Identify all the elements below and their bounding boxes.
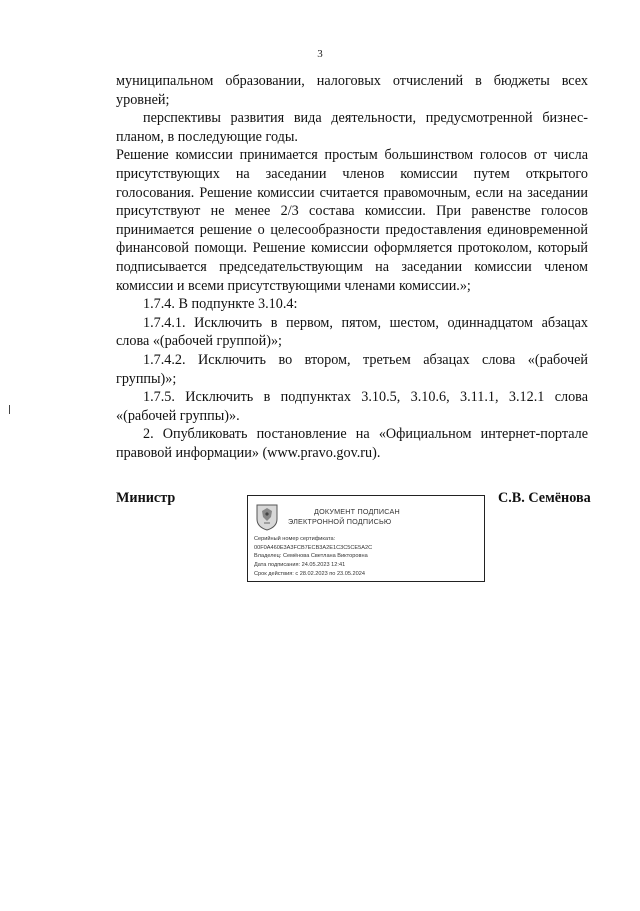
electronic-signature-stamp	[247, 495, 485, 582]
paragraph: 1.7.4.1. Исключить в первом, пятом, шестом, одиннадцатом абзацах слова «(рабочей группой)»;	[116, 314, 588, 350]
stamp-cert-label: Серийный номер сертификата:	[254, 536, 336, 542]
paragraph: Решение комиссии принимается простым большинством голосов от числа присутствующих на заседании членов комиссии путем открытого голосования. Решение комиссии считается правомочным, если на заседании присутствуют не менее 2/3 состава комиссии. При равенстве голосов принимается решение о целесообразности предоставления единовременной финансовой помощи. Решение комиссии оформляется протоколом, который подписывается председательствующим на заседании комиссии членом комиссии и всеми присутствующими членами комиссии.»;	[116, 147, 588, 294]
paragraph: 2. Опубликовать постановление на «Официальном интернет-портале правовой информации» (www.pravo.gov.ru).	[116, 426, 588, 461]
stamp-validity: Срок действия: с 28.02.2023 по 23.05.2024	[254, 570, 365, 577]
stamp-title	[288, 507, 400, 527]
paragraph: 1.7.4.2. Исключить во втором, третьем абзацах слова «(рабочей группы)»;	[116, 351, 588, 387]
stamp-signed-date: Дата подписания: 24.05.2023 12:41	[254, 562, 346, 569]
stamp-title-line1: ДОКУМЕНТ ПОДПИСАН	[314, 507, 400, 516]
paragraph: 1.7.4. В подпункте 3.10.4:	[143, 296, 298, 313]
paragraph: перспективы развития вида деятельности, предусмотренной бизнес-планом, в последующие годы.	[116, 110, 588, 145]
document-body	[116, 72, 588, 462]
signatory-role: Министр	[116, 490, 176, 506]
stamp-owner: Владелец: Семёнова Светлана Викторовна	[254, 553, 368, 560]
coat-of-arms-icon	[254, 502, 280, 532]
paragraph: муниципальном образовании, налоговых отчислений в бюджеты всех уровней;	[116, 73, 588, 108]
stamp-header	[254, 499, 478, 535]
stamp-cert-number: 00F0A460E3A3FCB7ECB3A2E1C3C5CE5A2C	[254, 544, 373, 551]
page-number: 3	[317, 48, 323, 60]
scan-margin-mark	[9, 405, 10, 414]
paragraph: 1.7.5. Исключить в подпунктах 3.10.5, 3.10.6, 3.11.1, 3.12.1 слова «(рабочей группы)».	[116, 389, 588, 424]
stamp-title-line2: ЭЛЕКТРОННОЙ ПОДПИСЬЮ	[288, 517, 392, 526]
signatory-name: С.В. Семёнова	[498, 490, 591, 506]
